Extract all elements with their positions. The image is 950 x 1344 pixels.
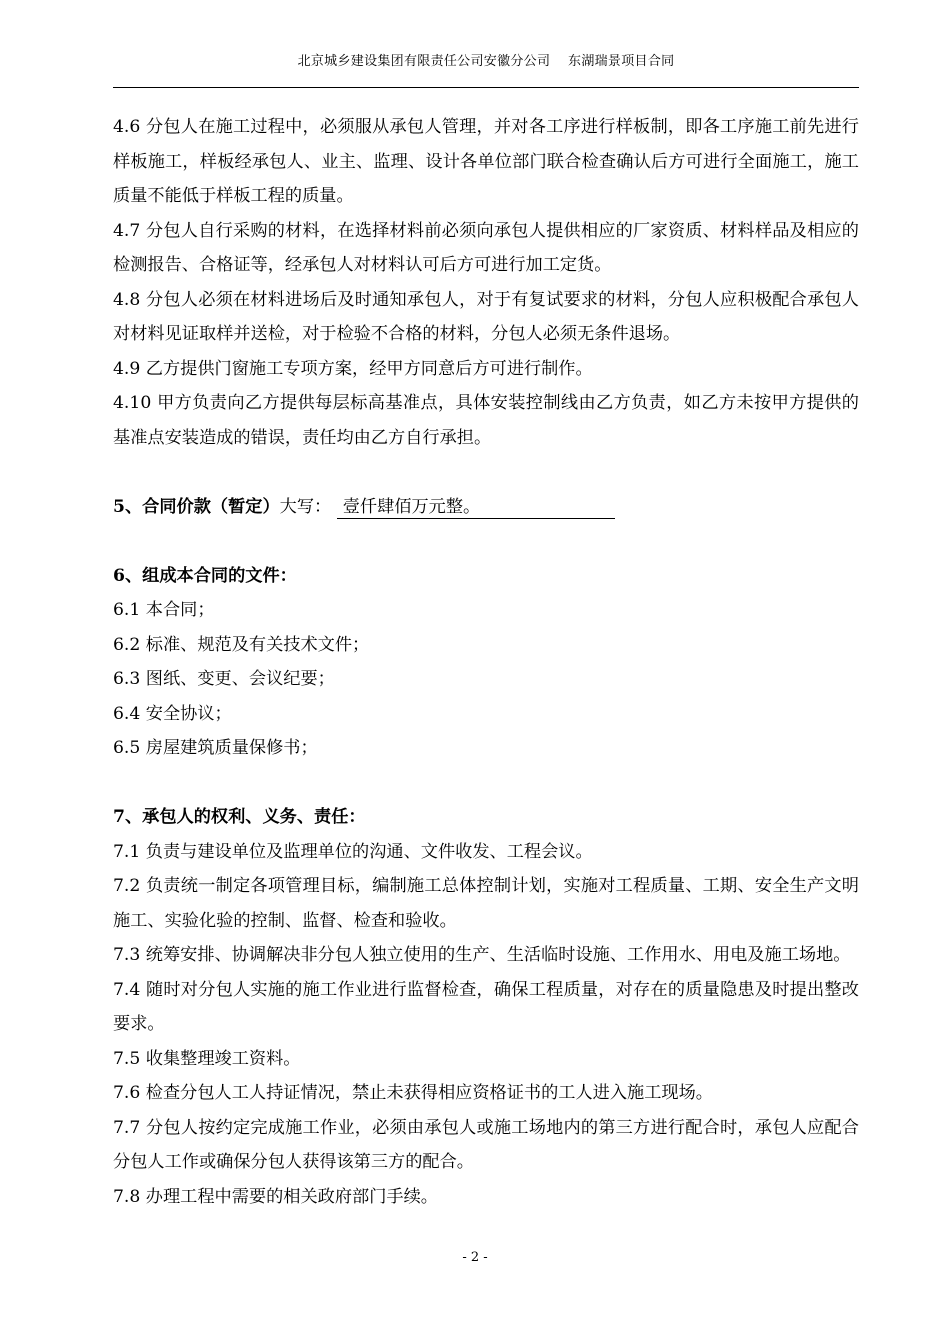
section-5-heading: 5、合同价款（暂定） — [113, 496, 280, 517]
clause-7-1: 7.1 负责与建设单位及监理单位的沟通、文件收发、工程会议。 — [113, 841, 593, 862]
clause-4-6: 4.6 分包人在施工过程中，必须服从承包人管理，并对各工序进行样板制，即各工序施工前先进行样板施工，样板经承包人、业主、监理、设计各单位部门联合检查确认后方可进行全面施工，施工质量不能低于样板工程的质量。 — [113, 117, 859, 206]
spacer — [113, 455, 859, 490]
clause-4-7: 4.7 分包人自行采购的材料，在选择材料前必须向承包人提供相应的厂家资质、材料样品及相应的检测报告、合格证等，经承包人对材料认可后方可进行加工定货。 — [113, 220, 859, 275]
spacer — [113, 766, 859, 801]
list-item: 6.2 标准、规范及有关技术文件； — [113, 634, 370, 655]
header-rule — [113, 87, 859, 88]
clause-7-3: 7.3 统筹安排、协调解决非分包人独立使用的生产、生活临时设施、工作用水、用电及施工场地。 — [113, 945, 851, 965]
page-header — [113, 50, 859, 69]
clause-7-5: 7.5 收集整理竣工资料。 — [113, 1048, 301, 1069]
header-company: 北京城乡建设集团有限责任公司安徽分公司 — [297, 54, 551, 69]
contract-amount-field: 壹仟肆佰万元整。 — [337, 496, 615, 519]
document-body — [113, 110, 859, 1214]
clause-4-8: 4.8 分包人必须在材料进场后及时通知承包人，对于有复试要求的材料，分包人应积极配合承包人对材料见证取样并送检，对于检验不合格的材料，分包人必须无条件退场。 — [113, 289, 859, 344]
clause-4-9: 4.9 乙方提供门窗施工专项方案，经甲方同意后方可进行制作。 — [113, 358, 593, 379]
list-item: 6.3 图纸、变更、会议纪要； — [113, 669, 335, 689]
clause-7-7: 7.7 分包人按约定完成施工作业，必须由承包人或施工场地内的第三方进行配合时，承包人应配合分包人工作或确保分包人获得该第三方的配合。 — [113, 1117, 859, 1172]
section-7-heading: 7、承包人的权利、义务、责任： — [113, 807, 366, 827]
clause-4-10: 4.10 甲方负责向乙方提供每层标高基准点，具体安装控制线由乙方负责，如乙方未按甲方提供的基准点安装造成的错误，责任均由乙方自行承担。 — [113, 393, 859, 448]
header-project: 东湖瑞景项目合同 — [568, 54, 675, 69]
clause-7-6: 7.6 检查分包人工人持证情况，禁止未获得相应资格证书的工人进入施工现场。 — [113, 1083, 713, 1103]
clause-7-8: 7.8 办理工程中需要的相关政府部门手续。 — [113, 1186, 438, 1207]
clause-7-4: 7.4 随时对分包人实施的施工作业进行监督检查，确保工程质量，对存在的质量隐患及时提出整改要求。 — [113, 979, 859, 1034]
list-item: 6.5 房屋建筑质量保修书； — [113, 738, 318, 758]
section-5-contract-price — [113, 490, 859, 525]
page-number: - 2 - — [462, 1250, 488, 1265]
spacer — [113, 524, 859, 559]
section-6-heading: 6、组成本合同的文件： — [113, 565, 297, 586]
clause-7-2: 7.2 负责统一制定各项管理目标，编制施工总体控制计划，实施对工程质量、工期、安全生产文明施工、实验化验的控制、监督、检查和验收。 — [113, 876, 859, 931]
list-item: 6.4 安全协议； — [113, 703, 232, 724]
section-5-label: 大写： — [279, 496, 332, 517]
list-item: 6.1 本合同； — [113, 600, 215, 620]
